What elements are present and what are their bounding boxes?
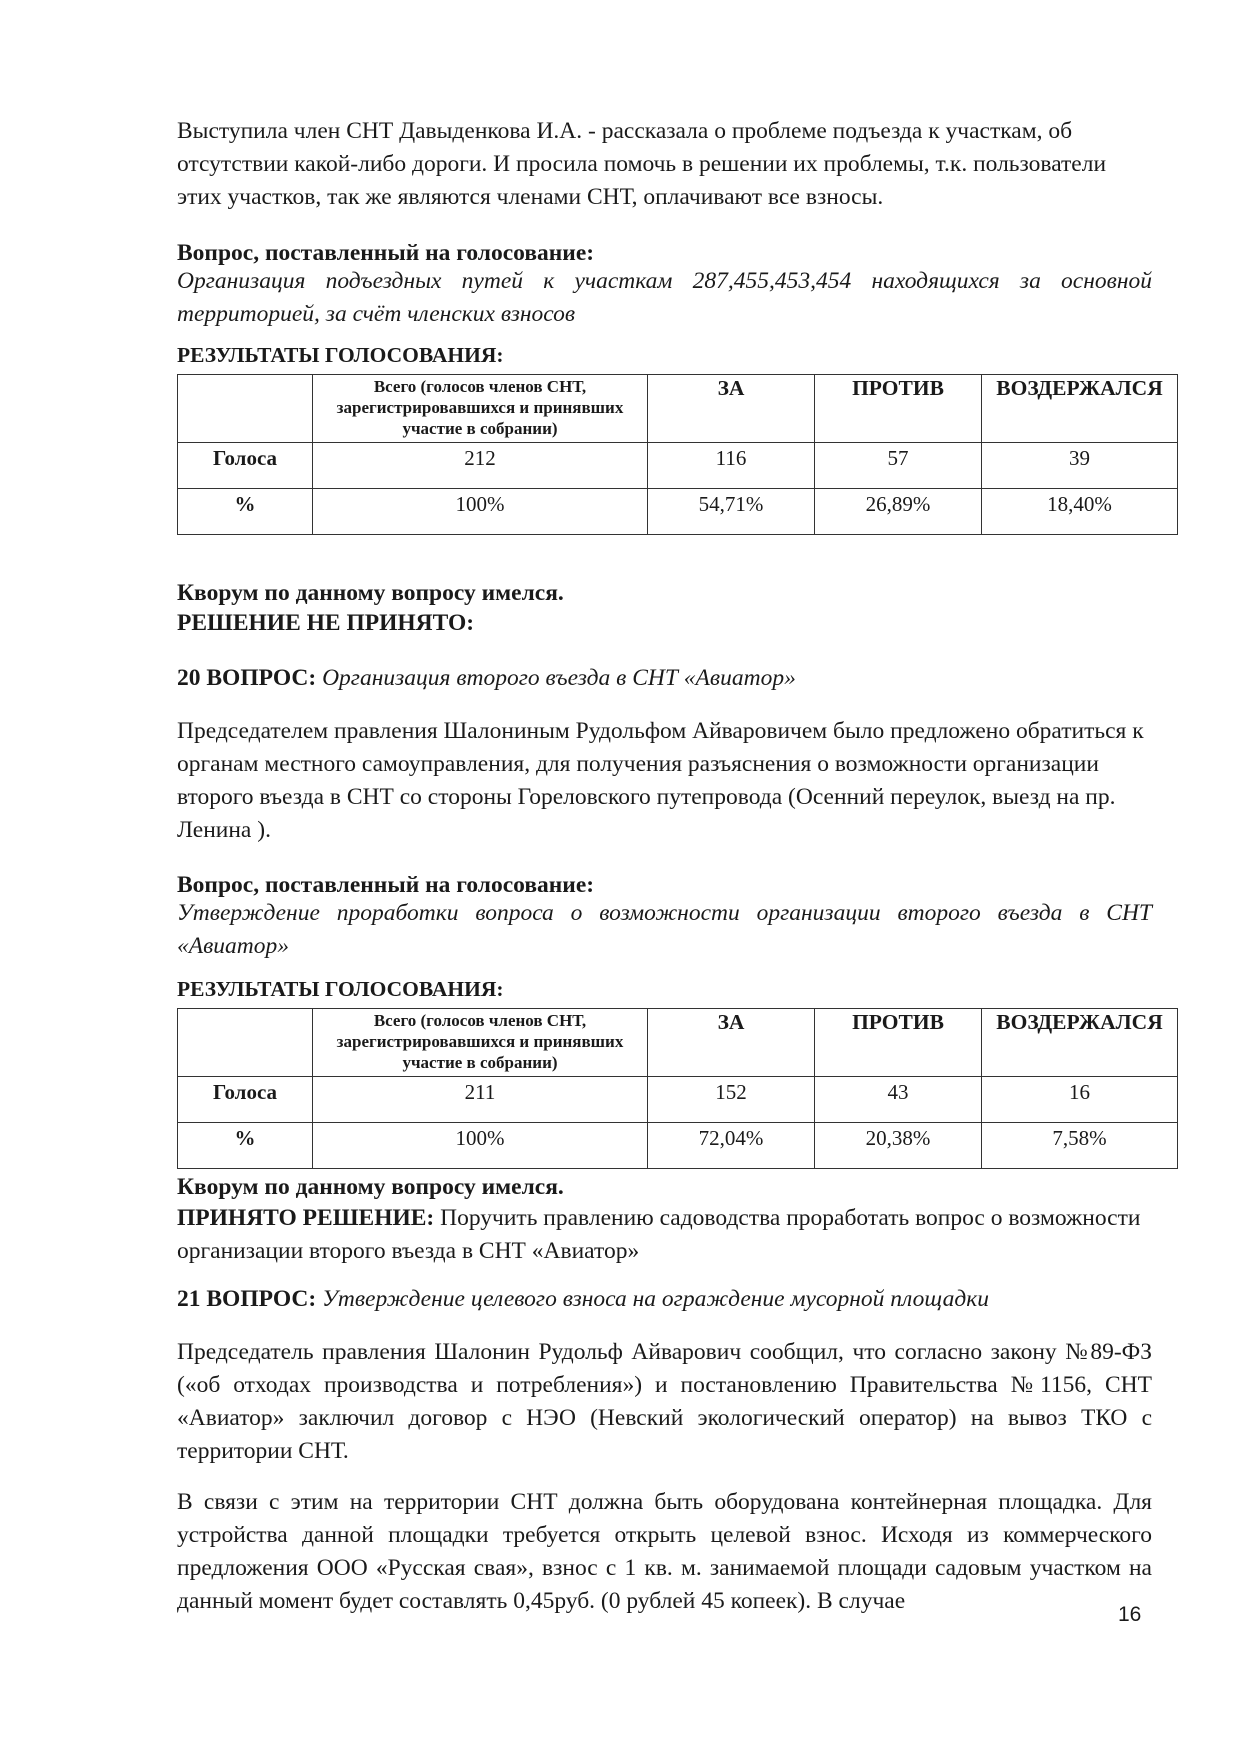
table-cell: 211 <box>313 1077 648 1123</box>
table-cell: 152 <box>648 1077 815 1123</box>
vote-question-heading: Вопрос, поставленный на голосование: <box>177 240 595 266</box>
question-topic: Утверждение целевого взноса на ограждение мусорной площадки <box>322 1286 990 1312</box>
table-cell: 116 <box>648 443 815 489</box>
decision-label: ПРИНЯТО РЕШЕНИЕ: <box>177 1205 435 1231</box>
table-header-cell: ВОЗДЕРЖАЛСЯ <box>982 375 1178 443</box>
table-row <box>178 489 1178 535</box>
question-21-body-2: В связи с этим на территории СНТ должна быть оборудована контейнерная площадка. Для устройства данной площадки требуется открыть целевой взнос. Исходя из коммерческого предложения ООО «Русская свая», взнос с 1 кв. м. занимаемой площади садовым участком на данный момент будет составлять 0,45руб. (0 рублей 45 копеек). В случае <box>177 1489 1152 1614</box>
table-header-cell: ЗА <box>648 1009 815 1077</box>
table-cell: 7,58% <box>982 1123 1178 1169</box>
table-cell: 20,38% <box>815 1123 982 1169</box>
voting-results-table <box>177 1008 1178 1169</box>
decision-text: Поручить правлению садоводства проработать вопрос о возможности организации второго въезда в СНТ «Авиатор» <box>177 1205 1141 1264</box>
question-number-label: 21 ВОПРОС: <box>177 1286 317 1312</box>
table-cell: 26,89% <box>815 489 982 535</box>
table-header-cell: Всего (голосов членов СНТ, зарегистрировавшихся и принявших участие в собрании) <box>313 375 648 443</box>
speaker-paragraph: Выступила член СНТ Давыденкова И.А. - рассказала о проблеме подъезда к участкам, об отсутствии какой-либо дороги. И просила помочь в решении их проблемы, т.к. пользователи этих участков, так же являются членами СНТ, оплачивают все взносы. <box>177 118 1107 210</box>
table-header-cell <box>178 375 313 443</box>
results-title: РЕЗУЛЬТАТЫ ГОЛОСОВАНИЯ: <box>177 977 504 1001</box>
table-row <box>178 1077 1178 1123</box>
page-number: 16 <box>1118 1603 1142 1626</box>
table-row <box>178 1123 1178 1169</box>
table-cell: 18,40% <box>982 489 1178 535</box>
vote-question-heading: Вопрос, поставленный на голосование: <box>177 872 595 898</box>
table-header-row <box>178 375 1178 443</box>
question-topic: Организация второго въезда в СНТ «Авиатор» <box>322 665 796 691</box>
decision-line: РЕШЕНИЕ НЕ ПРИНЯТО: <box>177 610 475 636</box>
table-header-cell: ВОЗДЕРЖАЛСЯ <box>982 1009 1178 1077</box>
table-cell: 57 <box>815 443 982 489</box>
table-cell: 212 <box>313 443 648 489</box>
question-21-body-1: Председатель правления Шалонин Рудольф Айварович сообщил, что согласно закону №89-ФЗ («об отходах производства и потребления») и постановлению Правительства №1156, СНТ «Авиатор» заключил договор с НЭО (Невский экологический оператор) на вывоз ТКО с территории СНТ. <box>177 1339 1152 1464</box>
table-header-cell: ПРОТИВ <box>815 375 982 443</box>
question-20-title <box>177 662 1152 695</box>
question-21-title <box>177 1283 1152 1316</box>
row-label-cell: Голоса <box>178 443 313 489</box>
question-20-body: Председателем правления Шалониным Рудольфом Айваровичем было предложено обратиться к органам местного самоуправления, для получения разъяснения о возможности организации второго въезда в СНТ со стороны Гореловского путепровода (Осенний переулок, выезд на пр. Ленина ). <box>177 718 1144 843</box>
table-header-cell: Всего (голосов членов СНТ, зарегистрировавшихся и принявших участие в собрании) <box>313 1009 648 1077</box>
table-cell: 100% <box>313 489 648 535</box>
voting-results-table <box>177 374 1178 535</box>
table-cell: 43 <box>815 1077 982 1123</box>
results-title: РЕЗУЛЬТАТЫ ГОЛОСОВАНИЯ: <box>177 343 504 367</box>
table-header-row <box>178 1009 1178 1077</box>
vote-question-text: Организация подъездных путей к участкам 287,455,453,454 находящихся за основной территорией, за счёт членских взносов <box>177 268 1152 327</box>
row-label-cell: % <box>178 489 313 535</box>
table-cell: 39 <box>982 443 1178 489</box>
vote-question-text: Утверждение проработки вопроса о возможности организации второго въезда в СНТ «Авиатор» <box>177 900 1152 959</box>
table-cell: 54,71% <box>648 489 815 535</box>
table-cell: 72,04% <box>648 1123 815 1169</box>
table-header-cell: ЗА <box>648 375 815 443</box>
row-label-cell: % <box>178 1123 313 1169</box>
table-cell: 100% <box>313 1123 648 1169</box>
quorum-line: Кворум по данному вопросу имелся. <box>177 1174 564 1200</box>
decision-paragraph <box>177 1202 1152 1268</box>
question-number-label: 20 ВОПРОС: <box>177 665 317 691</box>
quorum-line: Кворум по данному вопросу имелся. <box>177 580 564 606</box>
table-row <box>178 443 1178 489</box>
table-cell: 16 <box>982 1077 1178 1123</box>
table-header-cell: ПРОТИВ <box>815 1009 982 1077</box>
table-header-cell <box>178 1009 313 1077</box>
row-label-cell: Голоса <box>178 1077 313 1123</box>
